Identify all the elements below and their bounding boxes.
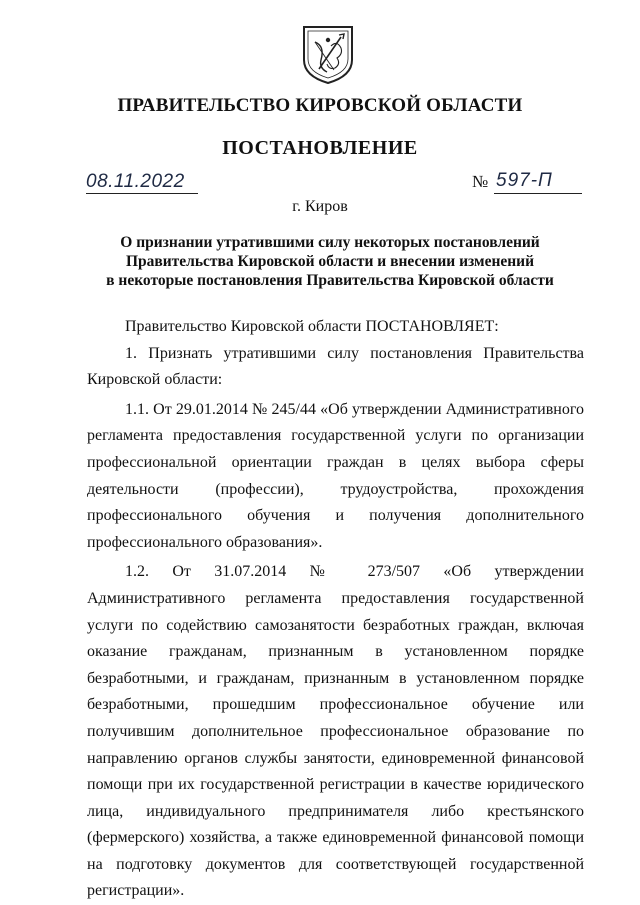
kirov-coat-of-arms-icon [301, 24, 355, 86]
city-name: г. Киров [292, 198, 348, 215]
number-sign: № [472, 172, 489, 191]
date-underline [86, 193, 198, 194]
item-1-2-paragraph: 1.2. От 31.07.2014 № 273/507 «Об утверждении Административного регламента предоставления государственной услуги по содействию самозанятости безработных граждан, включая оказание гражданам, признанным в установленном порядке безработными, и гражданам, признанным в установленном порядке безработными, прошедшим профессиональное обучение или получившим дополнительное профессиональное образование по направлению органов службы занятости, единовременной финансовой помощи при их государственной регистрации в качестве юридического лица, индивидуального предпринимателя либо крестьянского (фермерского) хозяйства, а также единовременной финансовой помощи на подготовку документов для соответствующей государственной регистрации». [87, 563, 584, 900]
title-line: Правительства Кировской области и внесении изменений [125, 253, 535, 270]
document-number: 597-П [496, 170, 553, 191]
item-1-1-paragraph: 1.1. От 29.01.2014 № 245/44 «Об утверждении Административного регламента предоставления государственной услуги по организации профессиональной ориентации граждан в целях выбора сферы деятельности (профессии), трудоустройства, прохождения профессионального обучения и получения дополнительного профессионального образования». [87, 400, 584, 551]
item-1-paragraph: 1. Признать утратившими силу постановления Правительства Кировской области: [87, 344, 584, 389]
number-underline [494, 193, 582, 194]
document-type: ПОСТАНОВЛЕНИЕ [222, 137, 418, 159]
document-body [87, 314, 584, 905]
intro-paragraph: Правительство Кировской области ПОСТАНОВЛЯЕТ: [125, 318, 499, 335]
document-title [90, 233, 570, 290]
title-line: О признании утратившими силу некоторых постановлений [120, 234, 540, 251]
organization-name: ПРАВИТЕЛЬСТВО КИРОВСКОЙ ОБЛАСТИ [117, 95, 523, 116]
document-date: 08.11.2022 [86, 171, 185, 192]
title-line: в некоторые постановления Правительства Кировской области [106, 272, 554, 289]
